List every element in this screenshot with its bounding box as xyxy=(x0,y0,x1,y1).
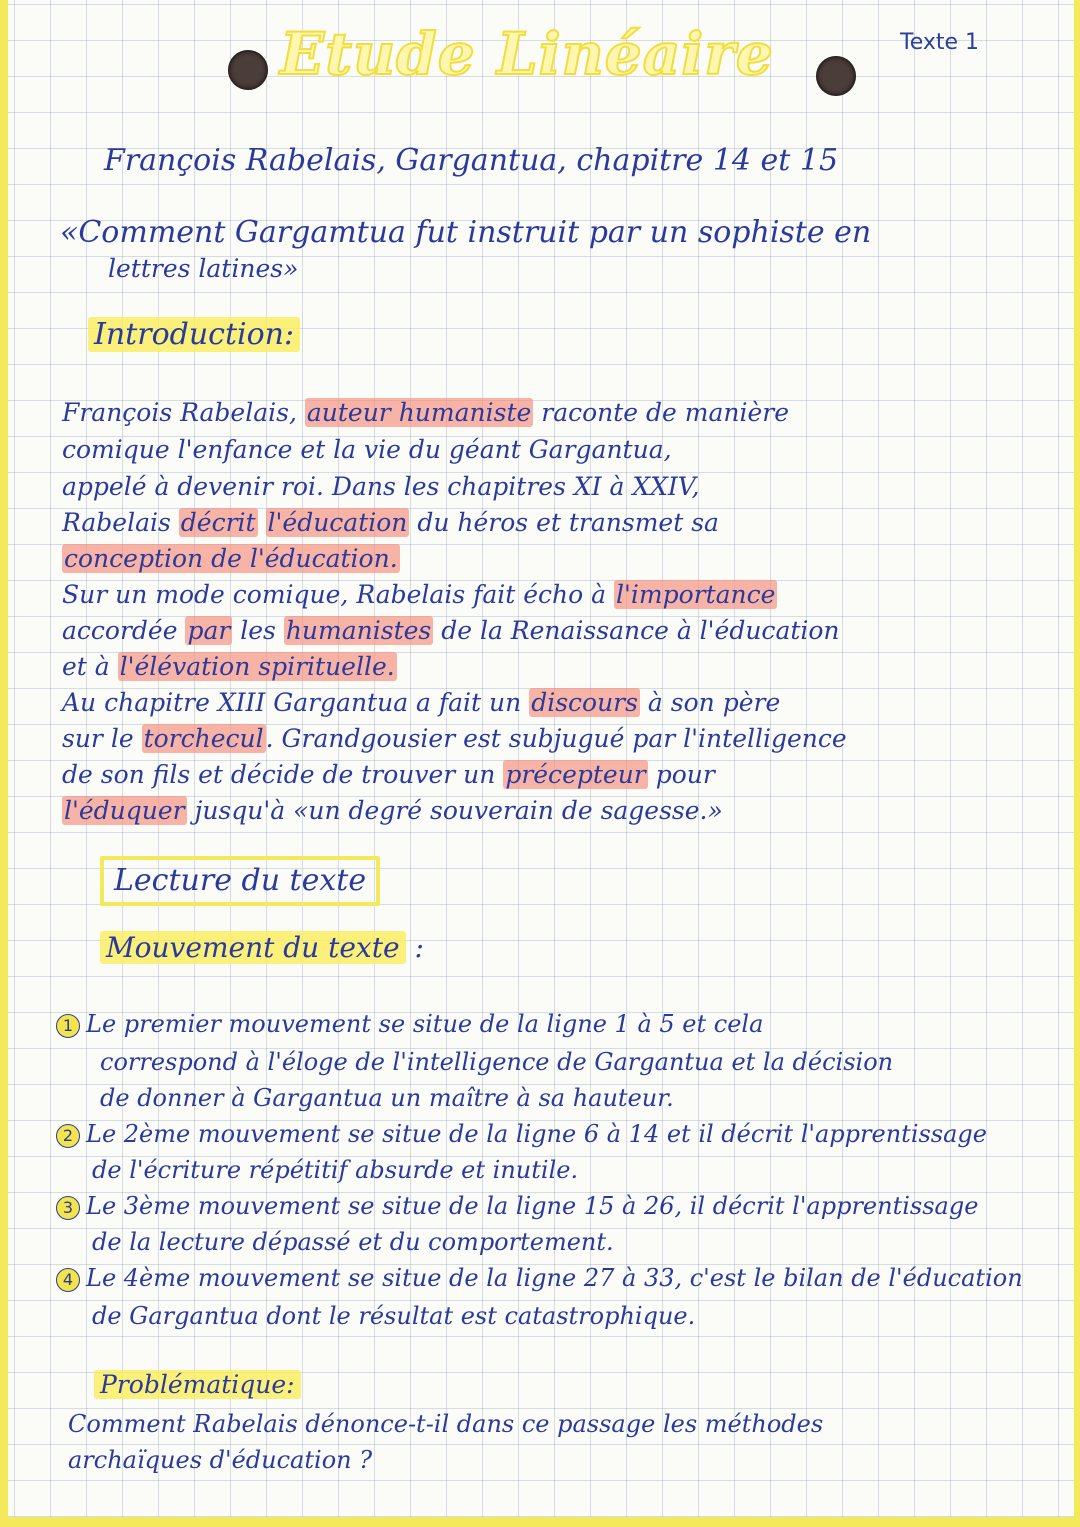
texte-label: Texte 1 xyxy=(900,30,980,55)
number-badge: 4 xyxy=(56,1268,80,1292)
lecture-heading: Lecture du texte xyxy=(100,856,380,906)
problematique-line1: Comment Rabelais dénonce-t-il dans ce passage les méthodes xyxy=(68,1410,824,1438)
mouvement-item-1-line3: de donner à Gargantua un maître à sa hauteur. xyxy=(100,1084,674,1112)
intro-p3-line4: l'éduquer jusqu'à «un degré souverain de sagesse.» xyxy=(64,796,723,825)
problematique-line2: archaïques d'éducation ? xyxy=(68,1446,373,1474)
intro-p1-line5: conception de l'éducation. xyxy=(64,544,398,573)
mouvement-item-2-line2: de l'écriture répétitif absurde et inutile. xyxy=(92,1156,579,1184)
number-badge: 2 xyxy=(56,1124,80,1148)
introduction-heading: Introduction: xyxy=(88,320,300,350)
mouvement-heading: Mouvement du texte : xyxy=(100,934,424,962)
intro-p1-line1: François Rabelais, auteur humaniste raconte de manière xyxy=(62,398,790,427)
intro-p3-line3: de son fils et décide de trouver un précepteur pour xyxy=(62,760,715,789)
intro-p1-line3: appelé à devenir roi. Dans les chapitres XI à XXIV, xyxy=(62,472,700,501)
intro-p1-line2: comique l'enfance et la vie du géant Gargantua, xyxy=(62,435,672,464)
source-line: François Rabelais, Gargantua, chapitre 14 et 15 xyxy=(104,143,839,178)
intro-p2-line1: Sur un mode comique, Rabelais fait écho à l'importance xyxy=(62,580,776,609)
punch-hole-right xyxy=(816,56,856,96)
punch-hole-left xyxy=(228,50,268,90)
mouvement-item-4-line2: de Gargantua dont le résultat est catastrophique. xyxy=(92,1302,696,1330)
mouvement-item-2: 2 Le 2ème mouvement se situe de la ligne 6 à 14 et il décrit l'apprentissage xyxy=(56,1122,987,1148)
problematique-heading: Problématique: xyxy=(94,1372,301,1397)
intro-p2-line3: et à l'élévation spirituelle. xyxy=(62,652,395,681)
mouvement-item-4: 4 Le 4ème mouvement se situe de la ligne 27 à 33, c'est le bilan de l'éducation xyxy=(56,1266,1023,1292)
intro-p3-line1: Au chapitre XIII Gargantua a fait un discours à son père xyxy=(62,688,781,717)
mouvement-item-1: 1 Le premier mouvement se situe de la ligne 1 à 5 et cela xyxy=(56,1012,763,1038)
mouvement-item-3-line2: de la lecture dépassé et du comportement. xyxy=(92,1228,614,1256)
chapter-quote-line1: «Comment Gargamtua fut instruit par un sophiste en xyxy=(60,215,872,250)
mouvement-item-1-line2: correspond à l'éloge de l'intelligence de Gargantua et la décision xyxy=(100,1048,894,1076)
number-badge: 3 xyxy=(56,1196,80,1220)
intro-p1-line4: Rabelais décrit l'éducation du héros et transmet sa xyxy=(62,508,719,537)
intro-p2-line2: accordée par les humanistes de la Renaissance à l'éducation xyxy=(62,616,840,645)
number-badge: 1 xyxy=(56,1014,80,1038)
chapter-quote-line2: lettres latines» xyxy=(108,254,299,283)
intro-p3-line2: sur le torchecul. Grandgousier est subjugué par l'intelligence xyxy=(62,724,847,753)
page-title: Etude Linéaire xyxy=(280,20,774,88)
mouvement-item-3: 3 Le 3ème mouvement se situe de la ligne 15 à 26, il décrit l'apprentissage xyxy=(56,1194,978,1220)
